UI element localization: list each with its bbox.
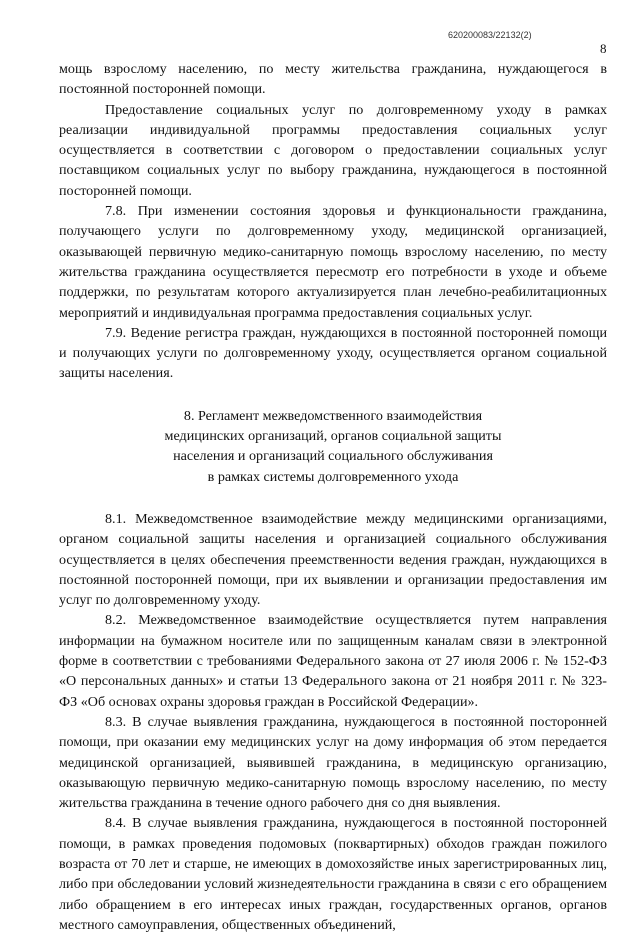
paragraph-7-8: 7.8. При изменении состояния здоровья и функциональности гражданина, получающего услуги по долговременному уходу, медицинской организацией, оказывающей первичную медико-санитарную помощь взрослому населению, по месту жительства гражданина осуществляется пересмотр его потребности в уходе и объеме поддержки, по результатам которого актуализируется план лечебно-реабилитационных мероприятий и индивидуальная программа предоставления социальных услуг. bbox=[59, 203, 607, 321]
paragraph-services-provision: Предоставление социальных услуг по долговременному уходу в рамках реализации индивидуальной программы предоставления социальных услуг осуществляется в соответствии с договором о предоставлении социальных услуг поставщиком социальных услуг по выбору гражданина, нуждающегося в постоянной посторонней помощи. bbox=[59, 101, 607, 199]
heading-line: населения и организаций социального обслуживания bbox=[173, 448, 493, 465]
paragraph-8-2: 8.2. Межведомственное взаимодействие осуществляется путем направления информации на бумажном носителе или по защищенным каналам связи в электронной форме в соответствии с требованиями Федерального закона от 27 июля 2006 г. № 152-ФЗ «О персональных данных» и статьи 13 Федерального закона от 21 ноября 2011 г. № 323-ФЗ «Об основах охраны здоровья граждан в Российской Федерации». bbox=[59, 612, 607, 710]
paragraph-7-9: 7.9. Ведение регистра граждан, нуждающихся в постоянной посторонней помощи и получающих услуги по долговременному уходу, осуществляется органом социальной защиты населения. bbox=[59, 324, 607, 382]
section-8-heading bbox=[59, 406, 607, 487]
paragraph-8-4: 8.4. В случае выявления гражданина, нуждающегося в постоянной посторонней помощи, в рамках проведения подомовых (поквартирных) обходов граждан пожилого возраста от 70 лет и старше, не имеющих в домохозяйстве иных зарегистрированных лиц, либо при обследовании условий жизнедеятельности гражданина в связи с его обращением либо обращением в его интересах иных граждан, государственных органов, органов местного самоуправления, общественных объединений, bbox=[59, 815, 607, 933]
heading-line: 8. Регламент межведомственного взаимодействия bbox=[183, 407, 483, 424]
page-number: 8 bbox=[600, 41, 607, 56]
heading-line: в рамках системы долговременного ухода bbox=[207, 468, 459, 485]
document-code: 620200083/22132(2) bbox=[448, 30, 532, 40]
paragraph-8-3: 8.3. В случае выявления гражданина, нуждающегося в постоянной посторонней помощи, при оказании ему медицинских услуг на дому информация об этом передается медицинской организацией, выявившей гражданина, в медицинскую организацию, оказывающую первичную медико-санитарную помощь взрослому населению, по месту жительства гражданина в течение одного рабочего дня со дня выявления. bbox=[59, 713, 607, 812]
document-body bbox=[59, 59, 607, 935]
heading-line: медицинских организаций, органов социальной защиты bbox=[164, 428, 502, 445]
paragraph-8-1: 8.1. Межведомственное взаимодействие между медицинскими организациями, органом социальной защиты населения и организацией социального обслуживания осуществляется в целях обеспечения преемственности ведения граждан, нуждающихся в постоянной посторонней помощи, при их выявлении и организации предоставления им услуг по долговременному уходу. bbox=[59, 510, 607, 609]
paragraph-continuation: мощь взрослому населению, по месту жительства гражданина, нуждающегося в постоянной посторонней помощи. bbox=[59, 61, 607, 98]
